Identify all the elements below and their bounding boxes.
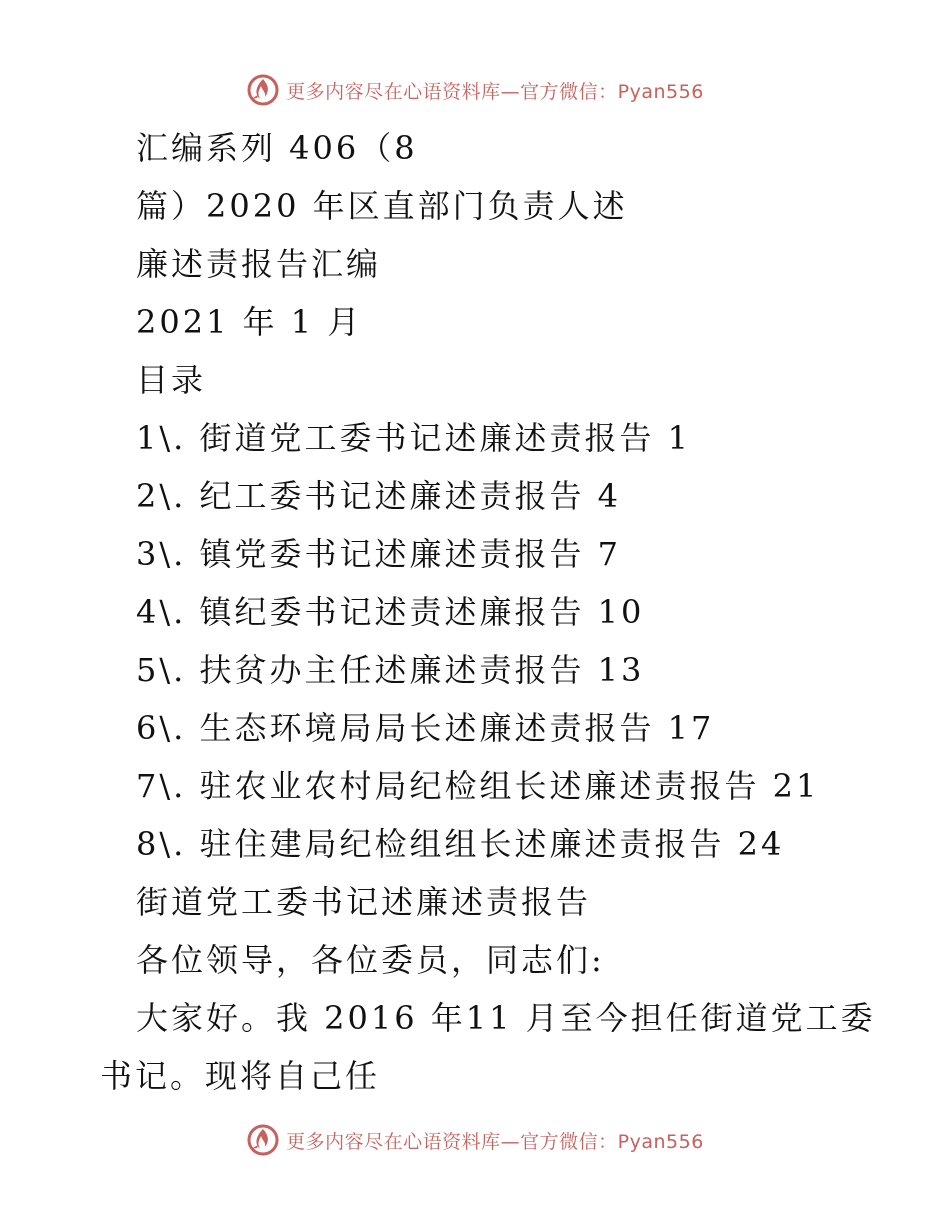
flame-circle-logo-icon (246, 1123, 280, 1157)
paragraph-line: 书记。现将自己任 (100, 1057, 381, 1095)
section-heading: 街道党工委书记述廉述责报告 (136, 883, 592, 921)
doc-line: 汇编系列 406（8 (136, 129, 418, 167)
toc-item: 5\. 扶贫办主任述廉述责报告 13 (136, 651, 645, 689)
doc-line: 2021 年 1 月 (136, 303, 363, 341)
toc-item: 4\. 镇纪委书记述责述廉报告 10 (136, 593, 645, 631)
toc-item: 1\. 街道党工委书记述廉述责报告 1 (136, 419, 692, 457)
toc-item: 6\. 生态环境局局长述廉述责报告 17 (136, 709, 715, 747)
toc-heading: 目录 (136, 361, 207, 399)
toc-item: 7\. 驻农业农村局纪检组长述廉述责报告 21 (136, 767, 820, 805)
watermark-text-top: 更多内容尽在心语资料库—官方微信：Pyan556 (286, 80, 704, 103)
watermark-text-bottom: 更多内容尽在心语资料库—官方微信：Pyan556 (286, 1130, 704, 1153)
paragraph-line: 大家好。我 2016 年11 月至今担任街道党工委 (136, 999, 876, 1037)
flame-circle-logo-icon (246, 73, 280, 107)
salutation: 各位领导，各位委员，同志们: (136, 941, 605, 979)
toc-item: 3\. 镇党委书记述廉述责报告 7 (136, 535, 622, 573)
toc-item: 2\. 纪工委书记述廉述责报告 4 (136, 477, 622, 515)
watermark-banner-top (0, 70, 950, 110)
doc-line: 廉述责报告汇编 (136, 245, 382, 283)
watermark-banner-bottom (0, 1120, 950, 1160)
doc-line: 篇）2020 年区直部门负责人述 (136, 187, 628, 225)
toc-item: 8\. 驻住建局纪检组组长述廉述责报告 24 (136, 825, 785, 863)
